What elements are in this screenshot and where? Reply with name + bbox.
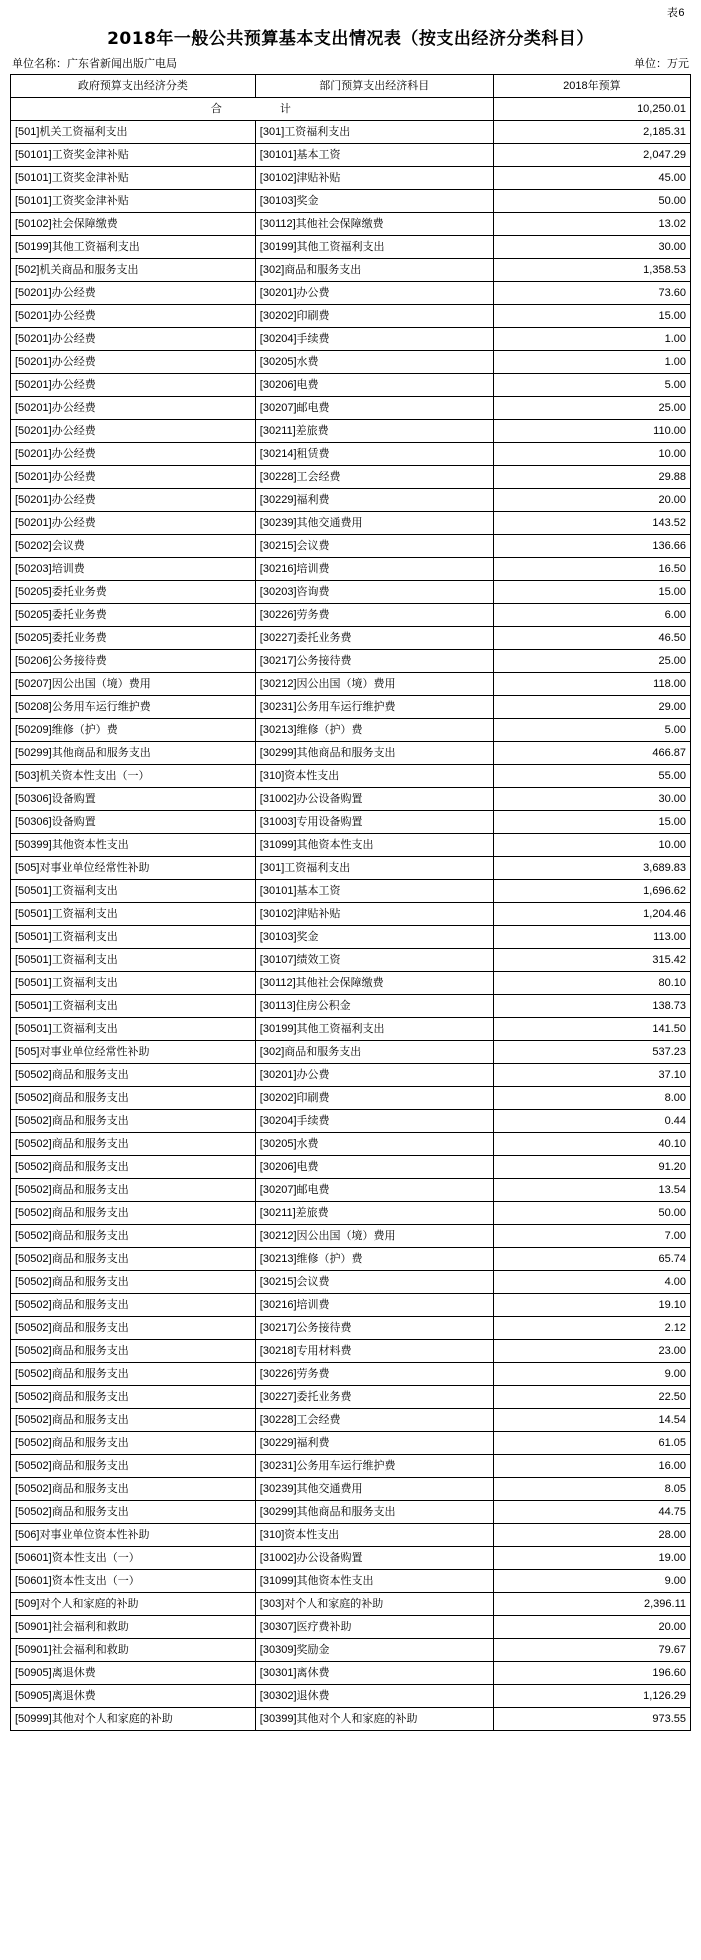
cell-amount: 4.00 [493,1271,690,1294]
cell-gov-economic: [50901]社会福利和救助 [11,1616,256,1639]
cell-dept-economic: [30301]离休费 [255,1662,493,1685]
cell-amount: 118.00 [493,673,690,696]
cell-amount: 138.73 [493,995,690,1018]
cell-dept-economic: [30207]邮电费 [255,1179,493,1202]
cell-gov-economic: [50502]商品和服务支出 [11,1340,256,1363]
cell-dept-economic: [30228]工会经费 [255,1409,493,1432]
table-row [11,1294,691,1317]
cell-dept-economic: [310]资本性支出 [255,1524,493,1547]
cell-gov-economic: [502]机关商品和服务支出 [11,259,256,282]
cell-gov-economic: [50501]工资福利支出 [11,1018,256,1041]
table-row [11,742,691,765]
cell-dept-economic: [30211]差旅费 [255,1202,493,1225]
cell-amount: 19.10 [493,1294,690,1317]
cell-amount: 315.42 [493,949,690,972]
table-row [11,1593,691,1616]
cell-amount: 196.60 [493,1662,690,1685]
cell-amount: 1,126.29 [493,1685,690,1708]
cell-amount: 136.66 [493,535,690,558]
cell-amount: 1.00 [493,351,690,374]
cell-amount: 25.00 [493,650,690,673]
cell-gov-economic: [50502]商品和服务支出 [11,1271,256,1294]
cell-amount: 1,358.53 [493,259,690,282]
cell-amount: 10.00 [493,834,690,857]
cell-gov-economic: [50502]商品和服务支出 [11,1133,256,1156]
cell-dept-economic: [30215]会议费 [255,535,493,558]
cell-amount: 16.50 [493,558,690,581]
cell-dept-economic: [30199]其他工资福利支出 [255,1018,493,1041]
table-row [11,1133,691,1156]
cell-amount: 29.88 [493,466,690,489]
cell-amount: 45.00 [493,167,690,190]
cell-dept-economic: [30215]会议费 [255,1271,493,1294]
cell-dept-economic: [30201]办公费 [255,1064,493,1087]
cell-dept-economic: [30214]租赁费 [255,443,493,466]
cell-dept-economic: [31003]专用设备购置 [255,811,493,834]
cell-amount: 23.00 [493,1340,690,1363]
cell-amount: 30.00 [493,788,690,811]
cell-amount: 15.00 [493,581,690,604]
cell-gov-economic: [50501]工资福利支出 [11,972,256,995]
table-row [11,995,691,1018]
cell-dept-economic: [30217]公务接待费 [255,1317,493,1340]
cell-dept-economic: [30227]委托业务费 [255,627,493,650]
cell-dept-economic: [302]商品和服务支出 [255,1041,493,1064]
cell-dept-economic: [30107]绩效工资 [255,949,493,972]
total-row [11,98,691,121]
cell-amount: 9.00 [493,1363,690,1386]
table-row [11,627,691,650]
table-row [11,282,691,305]
cell-amount: 14.54 [493,1409,690,1432]
table-row [11,535,691,558]
cell-gov-economic: [50501]工资福利支出 [11,949,256,972]
table-row [11,1110,691,1133]
cell-amount: 13.54 [493,1179,690,1202]
cell-dept-economic: [30205]水费 [255,351,493,374]
table-row [11,374,691,397]
table-row [11,903,691,926]
unit-measure-label: 单位：万元 [634,58,689,70]
cell-dept-economic: [30207]邮电费 [255,397,493,420]
table-row [11,1317,691,1340]
cell-gov-economic: [50502]商品和服务支出 [11,1179,256,1202]
table-row [11,305,691,328]
table-row [11,351,691,374]
cell-dept-economic: [30299]其他商品和服务支出 [255,742,493,765]
cell-amount: 20.00 [493,1616,690,1639]
cell-amount: 5.00 [493,719,690,742]
cell-gov-economic: [50502]商品和服务支出 [11,1363,256,1386]
cell-dept-economic: [30217]公务接待费 [255,650,493,673]
table-row [11,144,691,167]
cell-amount: 15.00 [493,305,690,328]
cell-gov-economic: [50502]商品和服务支出 [11,1064,256,1087]
cell-gov-economic: [50306]设备购置 [11,788,256,811]
cell-amount: 1.00 [493,328,690,351]
table-row [11,1041,691,1064]
cell-gov-economic: [50502]商品和服务支出 [11,1432,256,1455]
table-row [11,466,691,489]
table-row [11,765,691,788]
cell-gov-economic: [50101]工资奖金津补贴 [11,190,256,213]
cell-gov-economic: [50205]委托业务费 [11,581,256,604]
table-row [11,788,691,811]
cell-amount: 9.00 [493,1570,690,1593]
cell-amount: 973.55 [493,1708,690,1731]
cell-gov-economic: [50901]社会福利和救助 [11,1639,256,1662]
cell-amount: 40.10 [493,1133,690,1156]
cell-dept-economic: [30239]其他交通费用 [255,512,493,535]
cell-amount: 2,047.29 [493,144,690,167]
cell-dept-economic: [30213]维修（护）费 [255,1248,493,1271]
cell-dept-economic: [302]商品和服务支出 [255,259,493,282]
cell-dept-economic: [30302]退休费 [255,1685,493,1708]
cell-gov-economic: [50201]办公经费 [11,443,256,466]
cell-amount: 50.00 [493,190,690,213]
cell-gov-economic: [50601]资本性支出（一） [11,1547,256,1570]
cell-gov-economic: [50501]工资福利支出 [11,995,256,1018]
cell-dept-economic: [30199]其他工资福利支出 [255,236,493,259]
table-row [11,558,691,581]
cell-gov-economic: [50501]工资福利支出 [11,926,256,949]
table-row [11,1156,691,1179]
cell-dept-economic: [31099]其他资本性支出 [255,1570,493,1593]
cell-amount: 55.00 [493,765,690,788]
cell-amount: 0.44 [493,1110,690,1133]
table-row [11,1386,691,1409]
cell-amount: 2,396.11 [493,1593,690,1616]
cell-gov-economic: [50201]办公经费 [11,512,256,535]
cell-dept-economic: [30204]手续费 [255,1110,493,1133]
cell-amount: 91.20 [493,1156,690,1179]
cell-gov-economic: [50208]公务用车运行维护费 [11,696,256,719]
cell-gov-economic: [50502]商品和服务支出 [11,1110,256,1133]
cell-dept-economic: [30227]委托业务费 [255,1386,493,1409]
cell-gov-economic: [50201]办公经费 [11,489,256,512]
table-row [11,949,691,972]
cell-gov-economic: [50201]办公经费 [11,420,256,443]
table-row [11,581,691,604]
table-row [11,696,691,719]
cell-amount: 50.00 [493,1202,690,1225]
cell-gov-economic: [50203]培训费 [11,558,256,581]
cell-gov-economic: [50502]商品和服务支出 [11,1202,256,1225]
table-row [11,1455,691,1478]
cell-gov-economic: [50209]维修（护）费 [11,719,256,742]
cell-dept-economic: [30101]基本工资 [255,880,493,903]
cell-gov-economic: [509]对个人和家庭的补助 [11,1593,256,1616]
cell-amount: 25.00 [493,397,690,420]
cell-gov-economic: [50101]工资奖金津补贴 [11,144,256,167]
table-row [11,1616,691,1639]
cell-amount: 1,204.46 [493,903,690,926]
table-row [11,489,691,512]
cell-gov-economic: [50201]办公经费 [11,351,256,374]
cell-gov-economic: [50399]其他资本性支出 [11,834,256,857]
cell-dept-economic: [31002]办公设备购置 [255,788,493,811]
cell-dept-economic: [30226]劳务费 [255,604,493,627]
cell-dept-economic: [30101]基本工资 [255,144,493,167]
cell-gov-economic: [50205]委托业务费 [11,627,256,650]
cell-dept-economic: [30229]福利费 [255,489,493,512]
cell-amount: 110.00 [493,420,690,443]
table-row [11,1432,691,1455]
cell-amount: 44.75 [493,1501,690,1524]
column-header-gov-economic: 政府预算支出经济分类 [11,75,256,98]
table-row [11,1018,691,1041]
table-row [11,857,691,880]
cell-amount: 1,696.62 [493,880,690,903]
cell-gov-economic: [50502]商品和服务支出 [11,1409,256,1432]
cell-amount: 37.10 [493,1064,690,1087]
cell-dept-economic: [30112]其他社会保障缴费 [255,213,493,236]
cell-dept-economic: [30218]专用材料费 [255,1340,493,1363]
table-row [11,834,691,857]
table-row [11,420,691,443]
cell-gov-economic: [50501]工资福利支出 [11,903,256,926]
table-row [11,1547,691,1570]
cell-gov-economic: [50201]办公经费 [11,282,256,305]
cell-gov-economic: [503]机关资本性支出（一） [11,765,256,788]
cell-dept-economic: [30309]奖励金 [255,1639,493,1662]
table-row [11,1685,691,1708]
cell-gov-economic: [50502]商品和服务支出 [11,1478,256,1501]
table-row [11,1248,691,1271]
table-row [11,650,691,673]
cell-amount: 22.50 [493,1386,690,1409]
total-amount: 10,250.01 [493,98,690,121]
page-title: 2018年一般公共预算基本支出情况表（按支出经济分类科目） [107,29,594,49]
cell-dept-economic: [30102]津贴补贴 [255,167,493,190]
table-row [11,811,691,834]
table-row [11,1363,691,1386]
cell-gov-economic: [501]机关工资福利支出 [11,121,256,144]
cell-amount: 28.00 [493,1524,690,1547]
cell-amount: 466.87 [493,742,690,765]
table-row [11,1202,691,1225]
table-row [11,1179,691,1202]
column-header-dept-economic: 部门预算支出经济科目 [255,75,493,98]
cell-dept-economic: [30103]奖金 [255,926,493,949]
table-row [11,213,691,236]
cell-dept-economic: [310]资本性支出 [255,765,493,788]
table-row [11,1639,691,1662]
cell-gov-economic: [50299]其他商品和服务支出 [11,742,256,765]
cell-gov-economic: [50102]社会保障缴费 [11,213,256,236]
cell-amount: 8.05 [493,1478,690,1501]
cell-gov-economic: [50502]商品和服务支出 [11,1317,256,1340]
table-row [11,880,691,903]
cell-dept-economic: [30216]培训费 [255,1294,493,1317]
cell-dept-economic: [30211]差旅费 [255,420,493,443]
column-header-budget-2018: 2018年预算 [493,75,690,98]
cell-dept-economic: [30231]公务用车运行维护费 [255,696,493,719]
cell-dept-economic: [30231]公务用车运行维护费 [255,1455,493,1478]
cell-gov-economic: [50206]公务接待费 [11,650,256,673]
cell-amount: 73.60 [493,282,690,305]
cell-gov-economic: [50905]离退休费 [11,1685,256,1708]
cell-gov-economic: [50502]商品和服务支出 [11,1501,256,1524]
cell-gov-economic: [50205]委托业务费 [11,604,256,627]
cell-gov-economic: [50306]设备购置 [11,811,256,834]
cell-dept-economic: [30216]培训费 [255,558,493,581]
table-row [11,1087,691,1110]
cell-amount: 46.50 [493,627,690,650]
cell-gov-economic: [50999]其他对个人和家庭的补助 [11,1708,256,1731]
table-row [11,1340,691,1363]
cell-dept-economic: [30204]手续费 [255,328,493,351]
cell-gov-economic: [50201]办公经费 [11,374,256,397]
cell-gov-economic: [50502]商品和服务支出 [11,1294,256,1317]
cell-amount: 5.00 [493,374,690,397]
table-row [11,328,691,351]
table-row [11,673,691,696]
cell-gov-economic: [50101]工资奖金津补贴 [11,167,256,190]
table-row [11,1409,691,1432]
cell-dept-economic: [30102]津贴补贴 [255,903,493,926]
table-row [11,1225,691,1248]
cell-dept-economic: [30226]劳务费 [255,1363,493,1386]
table-header-row [11,75,691,98]
cell-gov-economic: [50502]商品和服务支出 [11,1225,256,1248]
cell-gov-economic: [50201]办公经费 [11,305,256,328]
cell-amount: 113.00 [493,926,690,949]
cell-gov-economic: [50905]离退休费 [11,1662,256,1685]
cell-gov-economic: [505]对事业单位经常性补助 [11,857,256,880]
cell-amount: 8.00 [493,1087,690,1110]
cell-dept-economic: [31099]其他资本性支出 [255,834,493,857]
table-row [11,926,691,949]
table-row [11,1662,691,1685]
cell-gov-economic: [50502]商品和服务支出 [11,1248,256,1271]
cell-dept-economic: [30212]因公出国（境）费用 [255,673,493,696]
cell-dept-economic: [30205]水费 [255,1133,493,1156]
table-row [11,512,691,535]
table-row [11,121,691,144]
cell-amount: 79.67 [493,1639,690,1662]
cell-dept-economic: [30228]工会经费 [255,466,493,489]
cell-dept-economic: [30299]其他商品和服务支出 [255,1501,493,1524]
table-row [11,1501,691,1524]
table-row [11,972,691,995]
cell-amount: 16.00 [493,1455,690,1478]
table-header [11,75,691,98]
table-row [11,167,691,190]
cell-amount: 2,185.31 [493,121,690,144]
cell-dept-economic: [30307]医疗费补助 [255,1616,493,1639]
cell-dept-economic: [30239]其他交通费用 [255,1478,493,1501]
sheet-number: 表6 [666,7,685,19]
cell-dept-economic: [30103]奖金 [255,190,493,213]
cell-gov-economic: [50601]资本性支出（一） [11,1570,256,1593]
cell-dept-economic: [30201]办公费 [255,282,493,305]
cell-amount: 13.02 [493,213,690,236]
cell-dept-economic: [30229]福利费 [255,1432,493,1455]
table-body [11,98,691,1731]
cell-dept-economic: [30203]咨询费 [255,581,493,604]
cell-amount: 10.00 [493,443,690,466]
cell-gov-economic: [50501]工资福利支出 [11,880,256,903]
cell-gov-economic: [505]对事业单位经常性补助 [11,1041,256,1064]
cell-gov-economic: [50199]其他工资福利支出 [11,236,256,259]
cell-dept-economic: [30399]其他对个人和家庭的补助 [255,1708,493,1731]
cell-gov-economic: [506]对事业单位资本性补助 [11,1524,256,1547]
cell-gov-economic: [50201]办公经费 [11,397,256,420]
table-row [11,1064,691,1087]
cell-dept-economic: [30202]印刷费 [255,305,493,328]
table-row [11,397,691,420]
cell-amount: 537.23 [493,1041,690,1064]
unit-name-label: 单位名称：广东省新闻出版广电局 [12,58,177,70]
cell-gov-economic: [50502]商品和服务支出 [11,1087,256,1110]
cell-amount: 80.10 [493,972,690,995]
table-row [11,236,691,259]
cell-amount: 30.00 [493,236,690,259]
table-row [11,1570,691,1593]
cell-amount: 7.00 [493,1225,690,1248]
cell-dept-economic: [30206]电费 [255,1156,493,1179]
cell-amount: 143.52 [493,512,690,535]
cell-dept-economic: [30112]其他社会保障缴费 [255,972,493,995]
cell-dept-economic: [31002]办公设备购置 [255,1547,493,1570]
meta-row [10,55,691,74]
cell-dept-economic: [30212]因公出国（境）费用 [255,1225,493,1248]
budget-table [10,74,691,1731]
table-row [11,1524,691,1547]
cell-gov-economic: [50502]商品和服务支出 [11,1386,256,1409]
cell-amount: 3,689.83 [493,857,690,880]
cell-dept-economic: [30202]印刷费 [255,1087,493,1110]
table-row [11,604,691,627]
cell-amount: 2.12 [493,1317,690,1340]
cell-amount: 15.00 [493,811,690,834]
cell-amount: 65.74 [493,1248,690,1271]
cell-gov-economic: [50207]因公出国（境）费用 [11,673,256,696]
cell-dept-economic: [30206]电费 [255,374,493,397]
cell-amount: 19.00 [493,1547,690,1570]
cell-gov-economic: [50201]办公经费 [11,328,256,351]
cell-gov-economic: [50201]办公经费 [11,466,256,489]
cell-dept-economic: [30113]住房公积金 [255,995,493,1018]
cell-amount: 141.50 [493,1018,690,1041]
table-row [11,1478,691,1501]
cell-amount: 61.05 [493,1432,690,1455]
table-row [11,190,691,213]
table-row [11,1271,691,1294]
table-row [11,719,691,742]
cell-gov-economic: [50502]商品和服务支出 [11,1156,256,1179]
cell-gov-economic: [50502]商品和服务支出 [11,1455,256,1478]
table-row [11,259,691,282]
cell-amount: 6.00 [493,604,690,627]
cell-dept-economic: [301]工资福利支出 [255,121,493,144]
cell-amount: 20.00 [493,489,690,512]
total-label: 合 计 [11,98,494,121]
table-row [11,1708,691,1731]
cell-gov-economic: [50202]会议费 [11,535,256,558]
cell-dept-economic: [303]对个人和家庭的补助 [255,1593,493,1616]
cell-dept-economic: [30213]维修（护）费 [255,719,493,742]
cell-amount: 29.00 [493,696,690,719]
table-row [11,443,691,466]
cell-dept-economic: [301]工资福利支出 [255,857,493,880]
